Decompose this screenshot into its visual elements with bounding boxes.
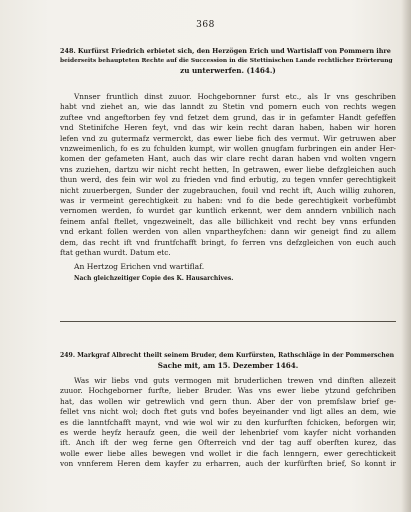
doc-248-line: ftat gethan wurdt. Datum etc. [60,248,171,258]
doc-248-source-note: Nach gleichzeitiger Copie des K. Hausarchives. [74,275,234,282]
doc-249-line: zuuor. Hochgeborner furfte, lieber Bruder. Was vns ewer liebe ytzund gefchriben [60,386,396,396]
doc-249-line: hat, das wollen wir getrewlich vnd gern thun. Aber der von premfslaw brief ge- [60,396,396,406]
page-edge-shadow [401,0,411,512]
section-divider [60,321,396,322]
doc-249-line: es die lanntfchafft maynt, vnd wie wol wir zu den kurfurften fchicken, beforgen wir, [60,417,396,427]
doc-248-line: feinem anfal ftellet, vngezweinelt, das alle billichkeit vnd recht bey vnns erfunden [60,216,396,226]
doc-248-line: Vnnser fruntlich dinst zuuor. Hochgebornner furst etc., als Ir vns geschriben [74,92,396,101]
doc-248-line: vnd Stetinifche Heren feyt, vnd das wir kein recht daran haben, haben wir horen [60,123,396,133]
doc-249-line: fellet vns nicht wol; doch ftet guts vnd bofes beyeinander vnd ligt alles an dem, wie [60,407,396,417]
doc-248-heading [60,46,396,76]
doc-248-line: vernomen werden, fo wurdet gar kuntlich erkennt, wer dem anndern vnbillich nach [60,206,396,216]
doc-249-line: ift. Anch ift der weg ferne gen Ofterreich vnd der tag auff oberften kurez, das [60,438,396,448]
doc-248-line: lefen vnd zu gutermafz vermerckt, das ewer liebe fich des vermut. Wir getruwen aber [60,133,396,143]
doc-249-heading [60,351,396,371]
doc-249-line: wolle ewer liebe alles bewegen vnd wollet ir die fach lenngern, ewer gerechtickeit [60,448,396,458]
doc-249-heading-line-2: Sache mit, am 15. Dezember 1464. [157,361,299,370]
doc-248-line: habt vnd ziehet an, wie das lanndt zu Stetin vnd pomern euch von rechts wegen [60,102,396,112]
doc-249-body [60,376,396,470]
page-number: 368 [196,20,215,30]
doc-248-line: nicht zuuerbergen, Sunder der zugebrauchen, fouil vnd recht ift, Auch willig zuhoren, [60,185,396,195]
doc-248-line: vns zuziehen, dartzu wir nicht recht hetten, In getrawen, ewer liebe defzgleichen auch [60,164,396,174]
doc-248-line: komen der gefameten Hant, auch das wir clare recht daran haben vnd wolten vngern [60,154,396,164]
doc-248-line: was ir vermeint gerechtigkeit zu haben: vnd fo die bede gerechtigkeit vorbefümbt [60,196,396,206]
doc-248-line: vnzweimenlich, fo es zu fchulden kumpt, wir wollen gnugfam furbringen ein ander Her- [60,144,396,154]
doc-248-heading-line-1: 248. Kurfürst Friedrich erbietet sich, den Herzögen Erich und Wartislaff von Pommern ihre [60,47,391,55]
doc-248-line: vnd erkant follen werden von allen vnpartheyfchen: dann wir geneigt find zu allem [60,227,396,237]
doc-248-line: dem, das recht ift vnd fruntfchafft bringt, fo ferren vns defzgleichen von euch auch [60,237,396,247]
doc-248-heading-line-3: zu unterwerfen. (1464.) [180,66,276,75]
doc-249-line: von vnnferem Heren dem kayfer zu erharren, auch der kurfürften brief, So konnt ir [60,459,396,469]
doc-249-heading-line-1: 249. Markgraf Albrecht theilt seinem Bruder, dem Kurfürsten, Rathschläge in der Pommerschen [60,352,395,359]
doc-248-body [60,92,396,259]
doc-248-heading-line-2: beiderseits behaupteten Rechte auf die Succession in die Stettinischen Lande rechtlicher Erörterung [60,58,393,64]
doc-248-line: zuftee vnd angeftorben fey vnd fetzet dem grund, das ir in gefamter Handt gefeffen [60,112,396,122]
doc-248-line: thun werd, des fein wir wol zu frieden vnd find erbutig, zu tegen vnnfer gerechtigkeit [60,175,396,185]
doc-249-line: es werde heyfz heraufz geen, die weil der lehenbrief vom kayfer nicht vorhanden [60,428,396,438]
doc-248-signature: An Hertzog Erichen vnd wartiflaf. [74,262,205,271]
doc-249-line: Was wir liebs vnd guts vermogen mit bruderlichen trewen vnd dinften allezeit [74,376,396,385]
